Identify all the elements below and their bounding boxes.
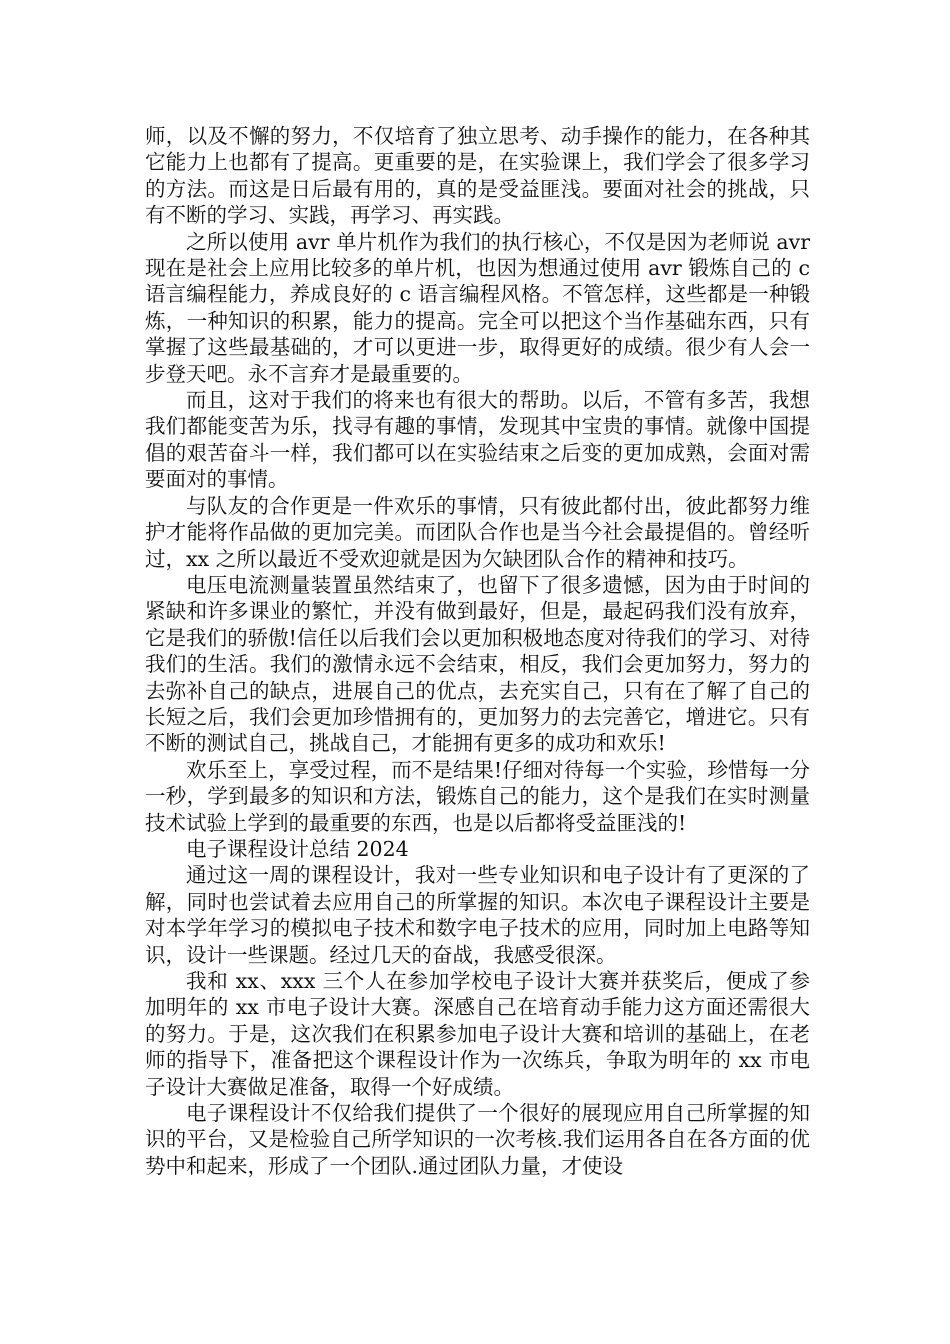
paragraph-3: 而且，这对于我们的将来也有很大的帮助。以后，不管有多苦，我想我们都能变苦为乐，找寻有趣的事情，发现其中宝贵的事情。就像中国提倡的艰苦奋斗一样，我们都可以在实验结束之后变的更加成熟，会面对需要面对的事情。 [145,388,810,492]
section-heading: 电子课程设计总结 2024 [186,836,409,861]
paragraph-8: 我和 xx、xxx 三个人在参加学校电子设计大赛并获奖后，便成了参加明年的 xx 市电子设计大赛。深感自己在培育动手能力这方面还需很大的努力。于是，这次我们在积累参加电子设计大赛和培训的基础上，在老师的指导下，准备把这个课程设计作为一次练兵，争取为明年的 xx 市电子设计大赛做足准备，取得一个好成绩。 [145,969,810,1099]
paragraph-1: 师，以及不懈的努力，不仅培育了独立思考、动手操作的能力，在各种其它能力上也都有了提高。更重要的是，在实验课上，我们学会了很多学习的方法。而这是日后最有用的，真的是受益匪浅。要面对社会的挑战，只有不断的学习、实践，再学习、再实践。 [145,124,810,228]
paragraph-4: 与队友的合作更是一件欢乐的事情，只有彼此都付出，彼此都努力维护才能将作品做的更加完美。而团队合作也是当今社会最提倡的。曾经听过，xx 之所以最近不受欢迎就是因为欠缺团队合作的精神和技巧。 [145,493,810,571]
paragraph-7: 通过这一周的课程设计，我对一些专业知识和电子设计有了更深的了解，同时也尝试着去应用自己的所掌握的知识。本次电子课程设计主要是对本学年学习的模拟电子技术和数字电子技术的应用，同时加上电路等知识，设计一些课题。经过几天的奋战，我感受很深。 [145,863,810,967]
paragraph-5: 电压电流测量装置虽然结束了，也留下了很多遗憾，因为由于时间的紧缺和许多课业的繁忙，并没有做到最好，但是，最起码我们没有放弃，它是我们的骄傲!信任以后我们会以更加积极地态度对待我们的学习、对待我们的生活。我们的激情永远不会结束，相反，我们会更加努力，努力的去弥补自己的缺点，进展自己的优点，去充实自己，只有在了解了自己的长短之后，我们会更加珍惜拥有的，更加努力的去完善它，增进它。只有不断的测试自己，挑战自己，才能拥有更多的成功和欢乐! [145,572,810,756]
document-body [145,123,817,1179]
paragraph-2: 之所以使用 avr 单片机作为我们的执行核心，不仅是因为老师说 avr 现在是社会上应用比较多的单片机，也因为想通过使用 avr 锻炼自己的 c 语言编程能力，养成良好的 c 语言编程风格。不管怎样，这些都是一种锻炼，一种知识的积累，能力的提高。完全可以把这个当作基础东西，只有掌握了这些最基础的，才可以更进一步，取得更好的成绩。很少有人会一步登天吧。永不言弃才是最重要的。 [145,229,817,386]
paragraph-9: 电子课程设计不仅给我们提供了一个很好的展现应用自己所掌握的知识的平台，又是检验自己所学知识的一次考核.我们运用各自在各方面的优势中和起来，形成了一个团队.通过团队力量，才使设 [145,1101,810,1178]
paragraph-6: 欢乐至上，享受过程，而不是结果!仔细对待每一个实验，珍惜每一分一秒，学到最多的知识和方法，锻炼自己的能力，这个是我们在实时测量技术试验上学到的最重要的东西，也是以后都将受益匪浅的! [145,757,810,835]
